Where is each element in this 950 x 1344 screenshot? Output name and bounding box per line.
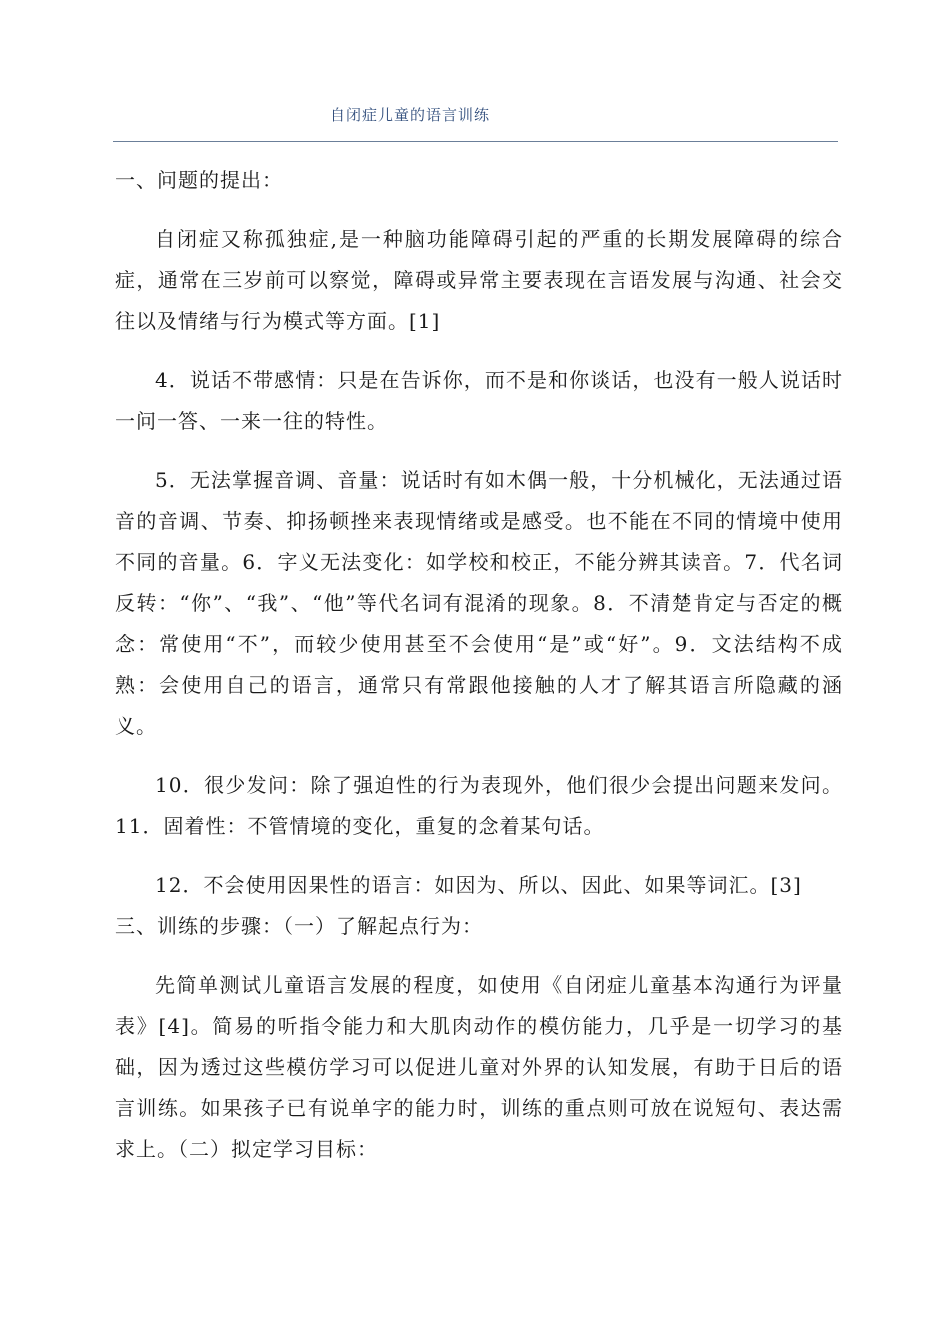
- paragraph-item-4: 4．说话不带感情：只是在告诉你，而不是和你谈话，也没有一般人说话时一问一答、一来一往的特性。: [115, 368, 843, 433]
- paragraph-items-5-9: 5．无法掌握音调、音量：说话时有如木偶一般，十分机械化，无法通过语音的音调、节奏、抑扬顿挫来表现情绪或是感受。也不能在不同的情境中使用不同的音量。6．字义无法变化：如学校和校正，不能分辨其读音。7．代名词反转：“你”、“我”、“他”等代名词有混淆的现象。8．不清楚肯定与否定的概念：常使用“不”，而较少使用甚至不会使用“是”或“好”。9．文法结构不成熟：会使用自己的语言，通常只有常跟他接触的人才了解其语言所隐藏的涵义。: [115, 468, 843, 738]
- document-body: [115, 160, 843, 1188]
- running-header-title: 自闭症儿童的语言训练: [329, 106, 490, 124]
- paragraph-items-10-11: 10．很少发问：除了强迫性的行为表现外，他们很少会提出问题来发问。11．固着性：不管情境的变化，重复的念着某句话。: [115, 773, 843, 838]
- section-heading-problem: 一、问题的提出：: [115, 168, 283, 192]
- header-divider: [113, 141, 838, 142]
- paragraph-baseline-behavior: 先简单测试儿童语言发展的程度，如使用《自闭症儿童基本沟通行为评量表》[4]。简易的听指令能力和大肌肉动作的模仿能力，几乎是一切学习的基础，因为透过这些模仿学习可以促进儿童对外界的认知发展，有助于日后的语言训练。如果孩子已有说单字的能力时，训练的重点则可放在说短句、表达需求上。（二）拟定学习目标：: [115, 973, 843, 1161]
- paragraph-item-12: 12．不会使用因果性的语言：如因为、所以、因此、如果等词汇。[3]: [155, 873, 802, 897]
- section-heading-training-steps: 三、训练的步骤：（一）了解起点行为：: [115, 914, 483, 938]
- paragraph-definition: 自闭症又称孤独症,是一种脑功能障碍引起的严重的长期发展障碍的综合症，通常在三岁前可以察觉，障碍或异常主要表现在言语发展与沟通、社会交往以及情绪与行为模式等方面。[1]: [115, 227, 843, 333]
